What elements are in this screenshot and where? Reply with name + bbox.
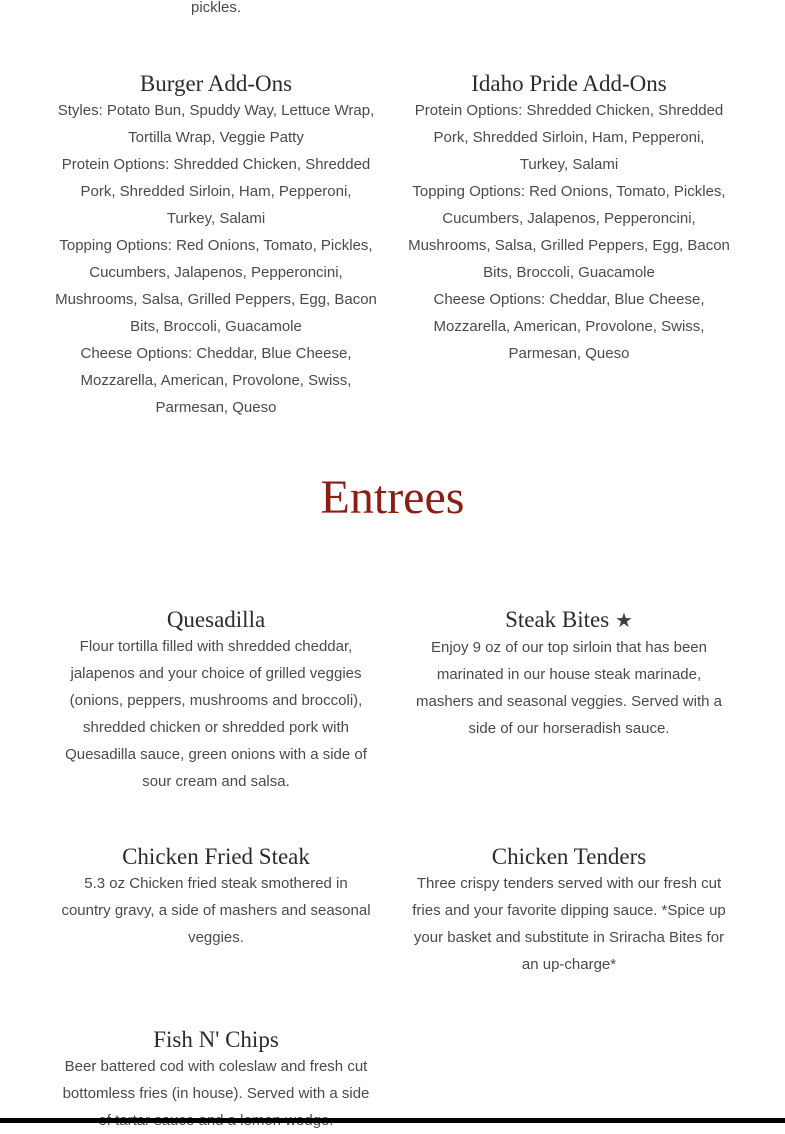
description-line: Protein Options: Shredded Chicken, Shredded <box>414 102 724 119</box>
description-line: Cucumbers, Jalapenos, Pepperoncini, <box>442 210 696 227</box>
bottom-edge-bar <box>0 1118 785 1123</box>
description-line: Topping Options: Red Onions, Tomato, Pickles, <box>412 183 726 200</box>
section-heading-entrees: Entrees <box>320 471 465 524</box>
menu-item-title: Burger Add-Ons <box>139 71 293 96</box>
description-line: sour cream and salsa. <box>142 773 290 790</box>
menu-item-title: Quesadilla <box>166 607 266 632</box>
description-line: Topping Options: Red Onions, Tomato, Pickles, <box>59 237 373 254</box>
description-line: Tortilla Wrap, Veggie Patty <box>128 129 304 146</box>
menu-item-chicken-tenders <box>404 844 734 978</box>
menu-item-title <box>404 607 734 634</box>
menu-item-title: Idaho Pride Add-Ons <box>471 71 667 96</box>
description-line: Mushrooms, Salsa, Grilled Peppers, Egg, Bacon <box>408 237 730 254</box>
menu-item-burger-add-ons <box>51 71 381 421</box>
star-icon: ★ <box>614 610 633 632</box>
description-line: Flour tortilla filled with shredded cheddar, <box>79 638 353 655</box>
description-line: Cucumbers, Jalapenos, Pepperoncini, <box>89 264 343 281</box>
description-line: Mushrooms, Salsa, Grilled Peppers, Egg, Bacon <box>55 291 377 308</box>
menu-item-description <box>51 633 381 795</box>
description-line: fries and your favorite dipping sauce. *Spice up <box>412 902 726 919</box>
description-line: Pork, Shredded Sirloin, Ham, Pepperoni, <box>80 183 352 200</box>
description-line: your basket and substitute in Sriracha Bites for <box>413 929 725 946</box>
description-line: country gravy, a side of mashers and seasonal <box>61 902 371 919</box>
description-line: marinated in our house steak marinade, <box>436 666 702 683</box>
menu-item-description <box>404 634 734 742</box>
description-line: an up-charge* <box>521 956 617 973</box>
description-line: Bits, Broccoli, Guacamole <box>483 264 655 281</box>
description-line: Pork, Shredded Sirloin, Ham, Pepperoni, <box>433 129 705 146</box>
description-line: bottomless fries (in house). Served with a side <box>62 1085 370 1102</box>
menu-item-title: Fish N' Chips <box>153 1027 279 1052</box>
description-line: Three crispy tenders served with our fresh cut <box>416 875 722 892</box>
description-line: mashers and seasonal veggies. Served with a <box>415 693 722 710</box>
menu-item-steak-bites <box>404 607 734 742</box>
description-line: Beer battered cod with coleslaw and fresh cut <box>64 1058 368 1075</box>
description-line: Bits, Broccoli, Guacamole <box>130 318 302 335</box>
description-line: Turkey, Salami <box>519 156 619 173</box>
menu-item-chicken-fried-steak <box>51 844 381 951</box>
description-line: Mozzarella, American, Provolone, Swiss, <box>80 372 352 389</box>
description-line: Parmesan, Queso <box>155 399 277 416</box>
menu-item-idaho-pride-add-ons <box>404 71 734 367</box>
description-line: Cheese Options: Cheddar, Blue Cheese, <box>80 345 352 362</box>
menu-item-title-text: Steak Bites <box>505 607 610 632</box>
description-line: 5.3 oz Chicken fried steak smothered in <box>84 875 348 892</box>
description-line: Turkey, Salami <box>166 210 266 227</box>
menu-item-quesadilla <box>51 607 381 795</box>
description-line: side of our horseradish sauce. <box>468 720 670 737</box>
description-line: jalapenos and your choice of grilled veggies <box>70 665 362 682</box>
description-line: Quesadilla sauce, green onions with a side of <box>65 746 367 763</box>
menu-item-description <box>51 97 381 421</box>
menu-item-title: Chicken Tenders <box>491 844 647 869</box>
menu-item-title: Chicken Fried Steak <box>122 844 310 869</box>
menu-item-description <box>51 870 381 951</box>
description-line: Enjoy 9 oz of our top sirloin that has been <box>430 639 707 656</box>
description-line: (onions, peppers, mushrooms and broccoli), <box>69 692 363 709</box>
description-line: veggies. <box>188 929 244 946</box>
description-line: Styles: Potato Bun, Spuddy Way, Lettuce Wrap, <box>57 102 375 119</box>
description-line: Cheese Options: Cheddar, Blue Cheese, <box>433 291 705 308</box>
description-line: Parmesan, Queso <box>508 345 630 362</box>
description-line: Mozzarella, American, Provolone, Swiss, <box>433 318 705 335</box>
menu-item-description <box>404 870 734 978</box>
previous-item-text-fragment: pickles. <box>190 0 242 16</box>
menu-item-description <box>404 97 734 367</box>
description-line: Protein Options: Shredded Chicken, Shredded <box>61 156 371 173</box>
description-line: shredded chicken or shredded pork with <box>83 719 349 736</box>
